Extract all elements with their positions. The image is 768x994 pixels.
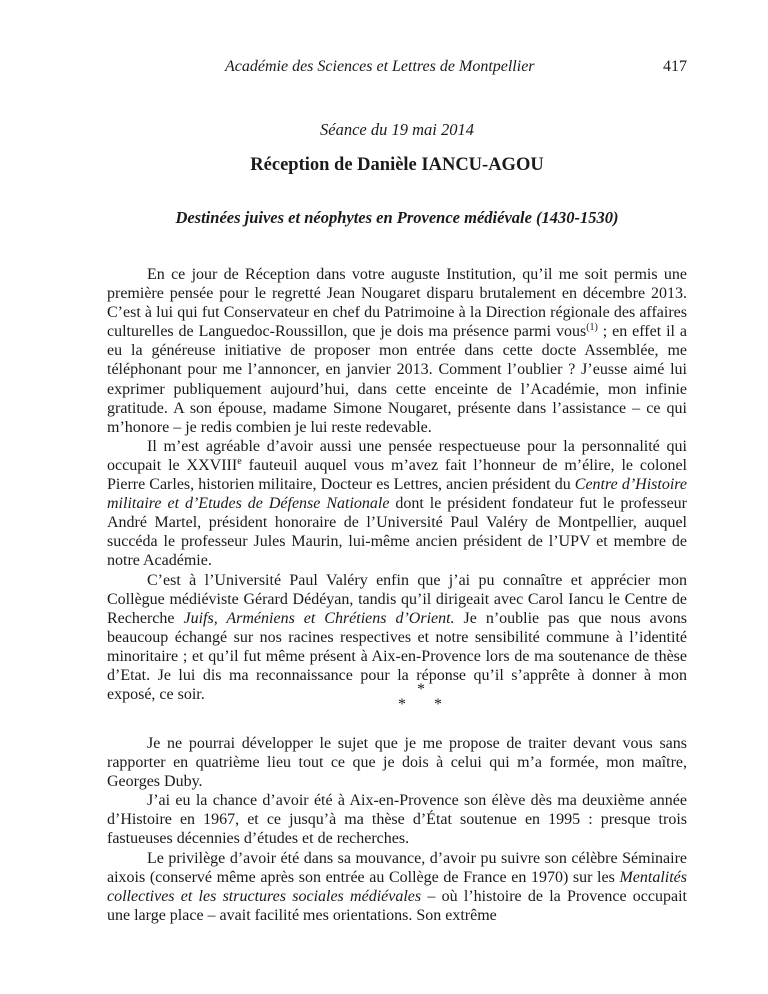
footnote-ref-1: (1) bbox=[586, 322, 598, 334]
paragraph-5: J’ai eu la chance d’avoir été à Aix-en-Provence son élève dès ma deuxième année d’Histoire en 1967, et ce jusqu’à ma thèse d’État soutenue en 1995 : presque trois fastueuses décennies d’études et de recherches. bbox=[107, 792, 687, 848]
paragraph-3 bbox=[107, 571, 687, 705]
ordinal-superscript: e bbox=[237, 455, 242, 467]
paragraph-3-italic: Juifs, Arméniens et Chrétiens d’Orient. bbox=[183, 609, 455, 627]
asterism-star-left: * bbox=[398, 696, 406, 713]
body-text-section-1 bbox=[107, 265, 687, 704]
asterism-star-right: * bbox=[434, 696, 442, 713]
paragraph-4: Je ne pourrai développer le sujet que je me propose de traiter devant vous sans rapporter en quatrième lieu tout ce que je dois à celui qui m’a formée, mon maître, Georges Duby. bbox=[107, 735, 687, 791]
paragraph-3-text-b: Je n’oublie pas que nous avons beaucoup échangé sur nos racines respectives et notre sensibilité commune à l’identité minoritaire ; et qu’il fut même présent à Aix-en-Provence lors de ma soutenance de thèse d’Etat. Je lui dis ma reconnaissance pour la réponse qu’il s’apprête à donner à mon exposé, ce soir. bbox=[107, 609, 687, 704]
session-date: Séance du 19 mai 2014 bbox=[320, 120, 474, 139]
reception-title: Réception de Danièle IANCU-AGOU bbox=[250, 155, 544, 175]
paragraph-3-text-a: C’est à l’Université Paul Valéry enfin que j’ai pu connaître et apprécier mon Collègue médiéviste Gérard Dédéyan, tandis qu’il dirigeait avec Carol Iancu le Centre de Recherche bbox=[107, 571, 687, 627]
paragraph-6-italic: Mentalités collectives et les structures sociales médiévales bbox=[107, 868, 687, 905]
paragraph-6-text-b: – où l’histoire de la Provence occupait une large place – avait facilité mes orientations. Son extrême bbox=[107, 887, 688, 924]
paragraph-6-text-a: Le privilège d’avoir été dans sa mouvance, d’avoir pu suivre son célèbre Séminaire aixois (conservé même après son entrée au Collège de France en 1970) sur les bbox=[107, 849, 687, 886]
paragraph-1-text-b: ; en effet il a eu la généreuse initiative de proposer mon entrée dans cette docte Assemblée, me téléphonant pour me l’annoncer, en janvier 2013. Comment l’oublier ? J’eusse aimé lui exprimer publiquement aujourd’hui, dans cette enceinte de l’Académie, mon infinie gratitude. A son épouse, madame Simone Nougaret, présente dans l’assistance – ce qui m’honore – je redis combien je lui reste redevable. bbox=[107, 323, 687, 436]
paragraph-2 bbox=[107, 437, 687, 571]
asterism-star-top: * bbox=[417, 681, 425, 698]
paragraph-2-text-a: Il m’est agréable d’avoir aussi une pensée respectueuse pour la personnalité qui occupait le XXVIII bbox=[107, 437, 687, 474]
paragraph-1 bbox=[107, 265, 687, 437]
paragraph-2-text-c: dont le président fondateur fut le professeur André Martel, président honoraire de l’Université Paul Valéry de Montpellier, auquel succéda le professeur Jules Maurin, lui-même ancien président de l’UPV et membre de notre Académie. bbox=[107, 495, 687, 570]
document-page bbox=[107, 0, 687, 994]
paragraph-2-italic: Centre d’Histoire militaire et d’Etudes de Défense Nationale bbox=[107, 476, 687, 513]
paragraph-6 bbox=[107, 849, 687, 925]
page-number: 417 bbox=[663, 58, 687, 75]
paragraph-1-text-a: En ce jour de Réception dans votre auguste Institution, qu’il me soit permis une première pensée pour le regretté Jean Nougaret disparu brutalement en décembre 2013. C’est à lui qui fut Conservateur en chef du Patrimoine à la Direction régionale des affaires culturelles de Languedoc-Roussillon, que je dois ma présence parmi vous bbox=[107, 266, 687, 341]
paragraph-2-text-b: fauteuil auquel vous m’avez fait l’honneur de m’élire, le colonel Pierre Carles, historien militaire, Docteur es Lettres, ancien président du bbox=[107, 456, 687, 494]
body-text-section-2 bbox=[107, 734, 687, 925]
running-title: Académie des Sciences et Lettres de Montpellier bbox=[225, 58, 535, 75]
running-head bbox=[107, 58, 687, 78]
lecture-title: Destinées juives et néophytes en Provence médiévale (1430-1530) bbox=[175, 208, 619, 227]
